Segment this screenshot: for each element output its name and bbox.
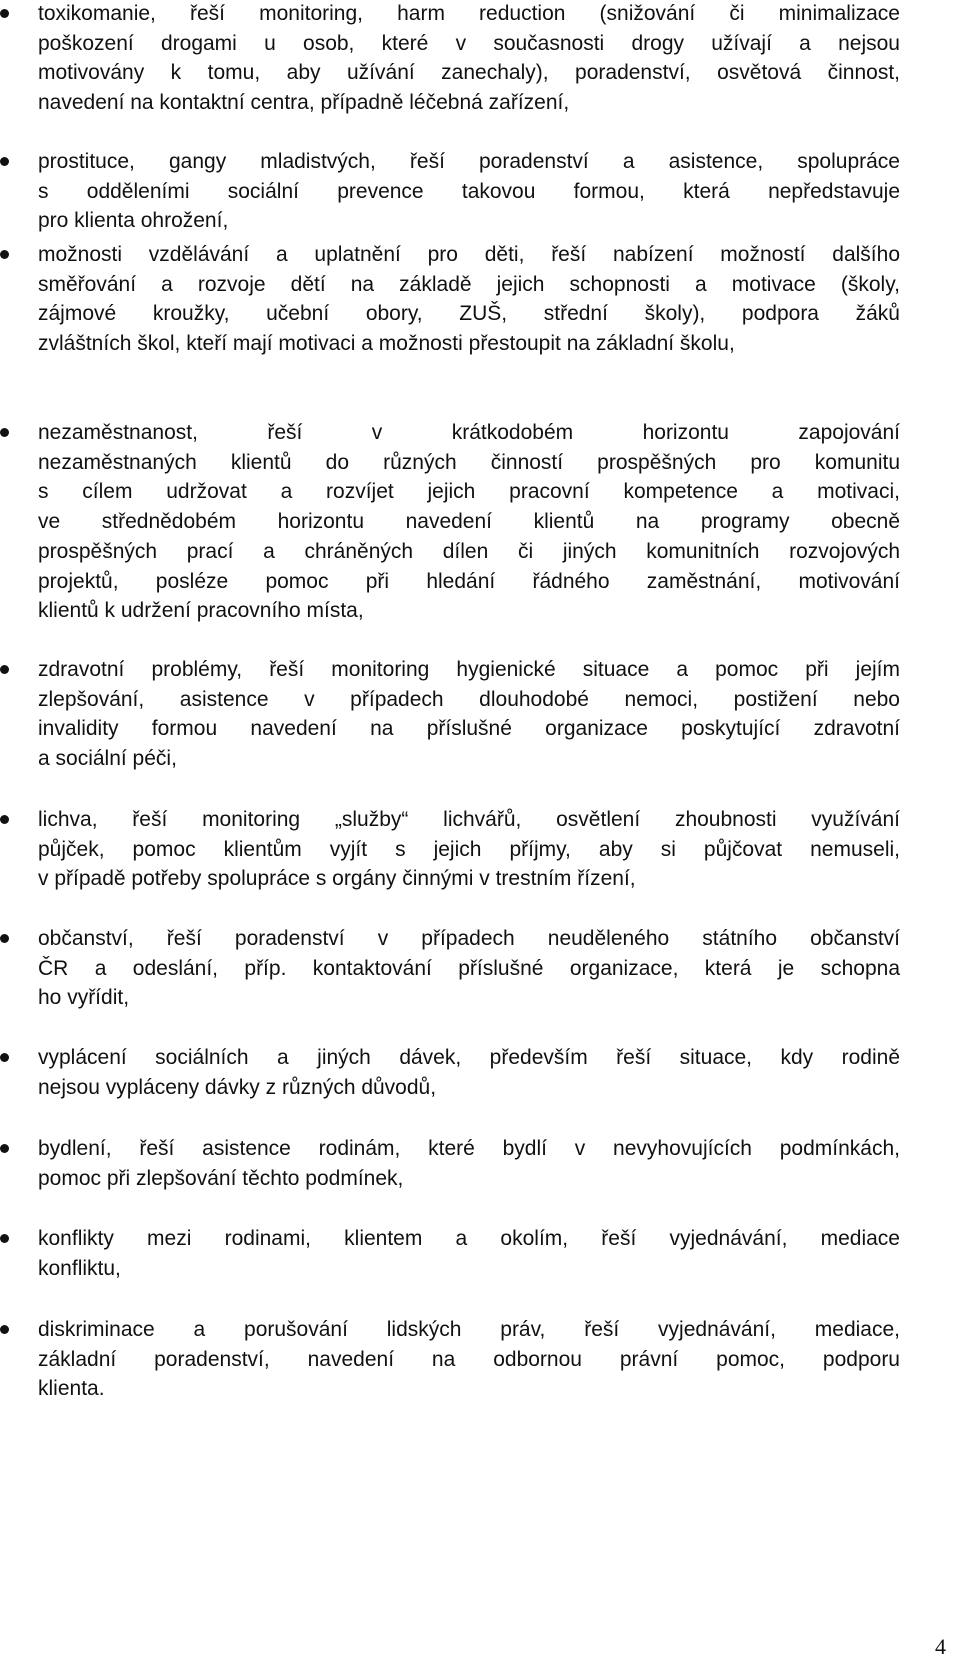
text-line: půjček, pomoc klientům vyjít s jejich příjmy, aby si půjčovat nemuseli, [38, 837, 900, 861]
text-line: projektů, posléze pomoc při hledání řádného zaměstnání, motivování [38, 569, 900, 593]
text-line: toxikomanie, řeší monitoring, harm reduction (snižování či minimalizace [38, 2, 900, 25]
list-item-text [38, 655, 900, 774]
bullet-icon [0, 815, 9, 824]
text-line: diskriminace a porušování lidských práv, řeší vyjednávání, mediace, [38, 1318, 900, 1341]
list-item-text [38, 1043, 900, 1102]
text-line: poškození drogami u osob, které v současnosti drogy užívají a nejsou [38, 31, 900, 55]
text-line: nejsou vypláceny dávky z různých důvodů, [38, 1075, 437, 1099]
text-line: prostituce, gangy mladistvých, řeší poradenství a asistence, spolupráce [38, 150, 900, 173]
list-item-text [38, 240, 900, 359]
text-line: s cílem udržovat a rozvíjet jejich pracovní kompetence a motivaci, [38, 480, 900, 504]
text-line: základní poradenství, navedení na odbornou právní pomoc, podporu [38, 1347, 900, 1371]
list-item-text [38, 1315, 900, 1404]
bullet-icon [0, 157, 9, 166]
text-line: ČR a odeslání, příp. kontaktování příslušné organizace, která je schopna [38, 956, 900, 980]
list-item-text [38, 924, 900, 1013]
text-line: konfliktu, [38, 1256, 121, 1280]
text-line: bydlení, řeší asistence rodinám, které bydlí v nevyhovujících podmínkách, [38, 1137, 900, 1160]
text-line: konflikty mezi rodinami, klientem a okolím, řeší vyjednávání, mediace [38, 1227, 900, 1250]
text-line: lichva, řeší monitoring „služby“ lichvářů, osvětlení zhoubnosti využívání [38, 808, 900, 831]
text-line: klienta. [38, 1377, 105, 1401]
list-item-text [38, 1224, 900, 1283]
text-line: zvláštních škol, kteří mají motivaci a možnosti přestoupit na základní školu, [38, 332, 735, 356]
list-item-text [38, 0, 900, 118]
list-item-text [38, 805, 900, 894]
bullet-icon [0, 1053, 9, 1062]
text-line: nezaměstnaných klientů do různých činností prospěšných pro komunitu [38, 450, 900, 474]
text-line: směřování a rozvoje dětí na základě jejich schopnosti a motivace (školy, [38, 272, 900, 296]
text-line: v případě potřeby spolupráce s orgány činnými v trestním řízení, [38, 867, 636, 891]
text-line: pomoc při zlepšování těchto podmínek, [38, 1166, 404, 1190]
text-line: zdravotní problémy, řeší monitoring hygienické situace a pomoc při jejím [38, 658, 900, 681]
list-item-text [38, 418, 900, 626]
bullet-icon [0, 9, 9, 18]
text-line: pro klienta ohrožení, [38, 209, 229, 233]
text-line: klientů k udržení pracovního místa, [38, 599, 364, 623]
text-line: nezaměstnanost, řeší v krátkodobém horizontu zapojování [38, 421, 900, 444]
text-line: navedení na kontaktní centra, případně léčebná zařízení, [38, 91, 570, 115]
list-item-text [38, 1134, 900, 1193]
text-line: invalidity formou navedení na příslušné organizace poskytující zdravotní [38, 717, 900, 741]
bullet-icon [0, 250, 9, 259]
text-line: a sociální péči, [38, 747, 177, 771]
text-line: prospěšných prací a chráněných dílen či jiných komunitních rozvojových [38, 539, 900, 563]
bullet-icon [0, 934, 9, 943]
bullet-icon [0, 665, 9, 674]
page-number: 4 [935, 1634, 946, 1659]
bullet-icon [0, 428, 9, 437]
text-line: s odděleními sociální prevence takovou formou, která nepředstavuje [38, 179, 900, 203]
bullet-icon [0, 1144, 9, 1153]
bullet-icon [0, 1234, 9, 1243]
text-line: vyplácení sociálních a jiných dávek, především řeší situace, kdy rodině [38, 1046, 900, 1069]
text-line: ho vyřídit, [38, 986, 130, 1010]
text-line: možnosti vzdělávání a uplatnění pro děti, řeší nabízení možností dalšího [38, 243, 900, 266]
bullet-icon [0, 1325, 9, 1334]
text-line: motivovány k tomu, aby užívání zanechaly), poradenství, osvětová činnost, [38, 61, 900, 85]
text-line: zlepšování, asistence v případech dlouhodobé nemoci, postižení nebo [38, 687, 900, 711]
text-line: ve střednědobém horizontu navedení klientů na programy obecně [38, 510, 900, 534]
text-line: zájmové kroužky, učební obory, ZUŠ, střední školy), podpora žáků [38, 302, 900, 326]
text-line: občanství, řeší poradenství v případech neuděleného státního občanství [38, 927, 900, 950]
list-item-text [38, 147, 900, 236]
